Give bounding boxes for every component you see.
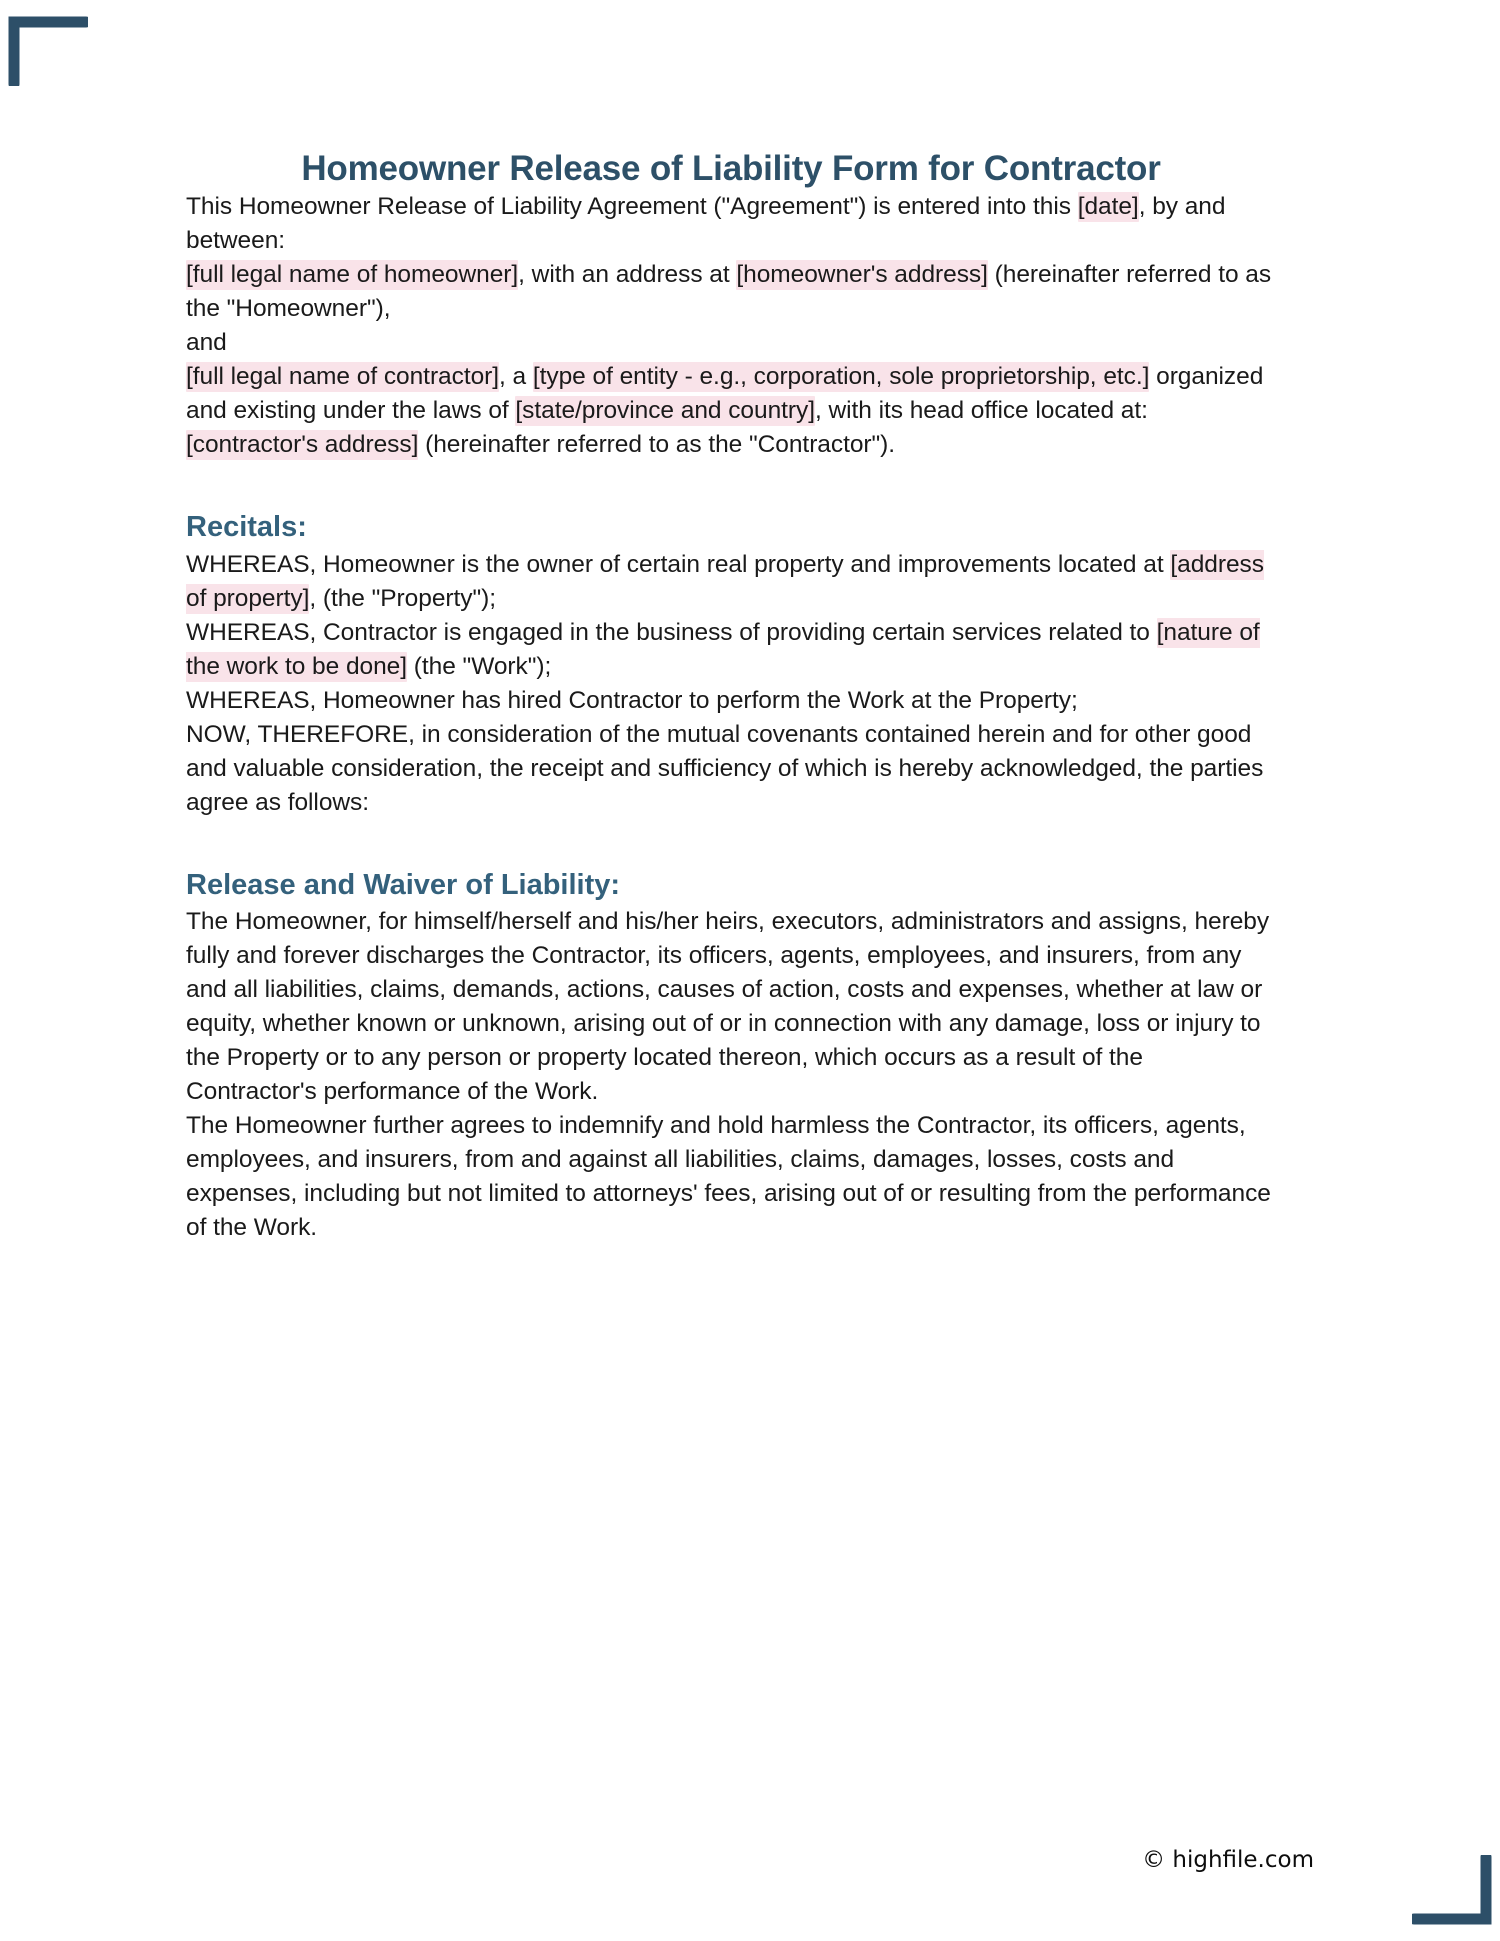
intro-p3-text-3: , with its head office located at: <box>814 397 1148 425</box>
intro-p2-text-1: , with an address at <box>518 261 737 289</box>
placeholder-homeowner-name: [full legal name of homeowner] <box>186 261 519 289</box>
recital-whereas-1 <box>186 548 1276 616</box>
placeholder-nature-of-work: [nature of the work to be done] <box>186 618 1260 680</box>
intro-paragraph-contractor <box>186 360 1276 462</box>
placeholder-entity-type: [type of entity - e.g., corporation, sole proprietorship, etc.] <box>532 363 1150 391</box>
footer-credit: © highfile.com <box>1142 1847 1314 1873</box>
intro-p1-text-after: , by and between: <box>186 193 1226 255</box>
and-connector: and <box>186 329 227 357</box>
placeholder-jurisdiction: [state/province and country] <box>515 397 815 425</box>
release-paragraph-1: The Homeowner, for himself/herself and his/her heirs, executors, administrators and assigns, hereby fully and forever discharges the Contractor, its officers, agents, employees, and insurers, from any and all liabilities, claims, demands, actions, causes of action, costs and expenses, whether at law or equity, whether known or unknown, arising out of or in connection with any damage, loss or injury to the Property or to any person or property located thereon, which occurs as a result of the Contractor's performance of the Work. <box>186 908 1270 1106</box>
placeholder-contractor-name: [full legal name of contractor] <box>186 363 500 391</box>
intro-p2-text-2: (hereinafter referred to as the "Homeowner"), <box>186 261 1272 323</box>
intro-p3-text-1: , a <box>499 363 533 391</box>
placeholder-date: [date] <box>1077 193 1139 220</box>
placeholder-property-address: [address of property] <box>186 550 1264 612</box>
recital-whereas-2 <box>186 616 1276 684</box>
recital-now-therefore: NOW, THEREFORE, in consideration of the mutual covenants contained herein and for other good and valuable consideration, the receipt and sufficiency of which is hereby acknowledged, the parties agree as follows: <box>186 720 1264 816</box>
recital-1-text-2: , (the "Property"); <box>309 584 496 612</box>
intro-paragraph-homeowner <box>186 258 1276 326</box>
section-heading-release: Release and Waiver of Liability: <box>186 868 621 901</box>
corner-bracket-top-left-icon <box>8 14 88 86</box>
document-content <box>186 0 1276 1246</box>
intro-paragraph-1 <box>186 190 1276 258</box>
recital-2-text-1: WHEREAS, Contractor is engaged in the business of providing certain services related to <box>186 618 1157 646</box>
recital-2-text-2: (the "Work"); <box>407 652 552 680</box>
release-paragraph-2: The Homeowner further agrees to indemnify and hold harmless the Contractor, its officers, agents, employees, and insurers, from and against all liabilities, claims, damages, losses, costs and expenses, including but not limited to attorneys' fees, arising out of or resulting from the performance of the Work. <box>186 1112 1271 1242</box>
intro-p1-text-before: This Homeowner Release of Liability Agreement ("Agreement") is entered into this <box>186 193 1078 220</box>
intro-p3-text-4: (hereinafter referred to as the "Contractor"). <box>418 431 896 459</box>
corner-bracket-bottom-right-icon <box>1412 1855 1492 1927</box>
recital-whereas-3: WHEREAS, Homeowner has hired Contractor to perform the Work at the Property; <box>186 686 1078 714</box>
placeholder-contractor-address: [contractor's address] <box>186 431 419 459</box>
recital-1-text-1: WHEREAS, Homeowner is the owner of certain real property and improvements located at <box>186 550 1171 578</box>
page-title: Homeowner Release of Liability Form for Contractor <box>301 149 1161 188</box>
section-heading-recitals: Recitals: <box>186 511 307 544</box>
intro-p3-text-2: organized and existing under the laws of <box>186 363 1264 425</box>
placeholder-homeowner-address: [homeowner's address] <box>736 261 988 289</box>
